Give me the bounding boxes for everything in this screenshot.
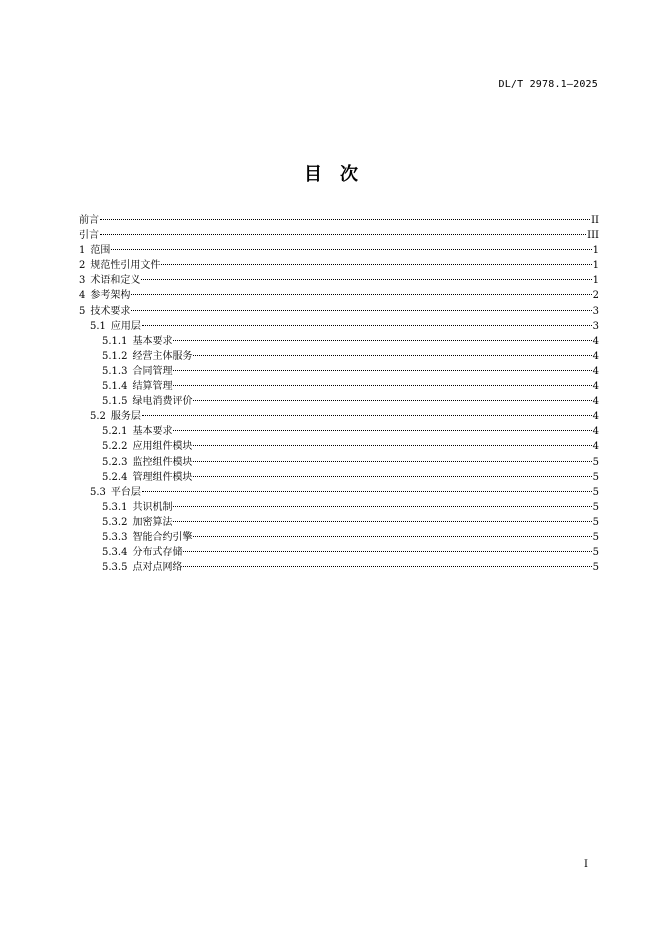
dot-leader [131,294,591,295]
toc-entry-title: 规范性引用文件 [90,260,161,272]
toc-entry-number: 1 [79,245,86,257]
toc-entry-number: 5.3.2 [102,516,128,528]
dot-leader [193,476,591,477]
toc-entry-title: 管理组件模块 [132,471,193,483]
toc-entry-number: 3 [79,275,86,287]
toc-entry[interactable] [79,409,599,424]
toc-entry-title: 经营主体服务 [132,350,193,362]
toc-entry[interactable] [79,213,599,228]
toc-entry[interactable] [79,228,599,243]
dot-leader [173,340,591,341]
toc-entry-number: 5.1.5 [102,396,128,408]
dot-leader [193,461,591,462]
toc-entry[interactable] [79,349,599,364]
toc-entry-number: 5.3.4 [102,547,128,559]
table-of-contents [79,213,599,575]
toc-entry-page: 5 [592,531,599,543]
toc-title: 目 次 [304,164,358,185]
dot-leader [173,385,591,386]
toc-entry-page: II [591,215,599,226]
toc-entry-number: 5.1.1 [102,335,128,347]
toc-entry[interactable] [79,470,599,485]
toc-entry-title: 术语和定义 [90,275,141,287]
toc-entry-page: 4 [592,350,599,362]
toc-entry-number: 5.3 [90,486,106,498]
toc-entry-number: 5.3.3 [102,531,128,543]
toc-entry-page: 5 [592,471,599,483]
dot-leader [193,536,591,537]
toc-entry[interactable] [79,500,599,515]
toc-entry-page: 1 [592,245,599,257]
toc-entry-title: 技术要求 [90,305,131,317]
dot-leader [142,325,592,326]
dot-leader [161,264,591,265]
toc-entry[interactable] [79,273,599,288]
dot-leader [131,310,591,311]
dot-leader [193,400,591,401]
dot-leader [173,430,591,431]
toc-entry-title: 监控组件模块 [132,456,193,468]
toc-entry[interactable] [79,455,599,470]
toc-entry-number: 5.3.1 [102,501,128,513]
dot-leader [142,415,592,416]
dot-leader [193,445,591,446]
dot-leader [142,491,592,492]
toc-entry[interactable] [79,485,599,500]
dot-leader [193,355,591,356]
toc-entry-number: 5.2.2 [102,441,128,453]
dot-leader [173,370,591,371]
toc-entry-title: 智能合约引擎 [132,531,193,543]
toc-entry-title: 参考架构 [90,290,131,302]
toc-entry-page: 5 [592,501,599,513]
toc-entry-page: 4 [592,411,599,423]
toc-entry-number: 5.1.3 [102,365,128,377]
toc-entry-page: 3 [592,320,599,332]
toc-entry[interactable] [79,304,599,319]
toc-entry-number: 5.1.4 [102,381,128,393]
toc-entry-page: 4 [592,365,599,377]
toc-entry-page: 1 [592,275,599,287]
toc-entry-title: 应用组件模块 [132,441,193,453]
toc-entry-title: 服务层 [110,411,141,423]
toc-entry-title: 合同管理 [132,365,173,377]
dot-leader [173,506,591,507]
toc-entry[interactable] [79,288,599,303]
toc-entry-title: 结算管理 [132,381,173,393]
toc-entry[interactable] [79,334,599,349]
page-number: I [584,859,588,870]
toc-entry-number: 5.3.5 [102,562,128,574]
toc-entry-title: 基本要求 [132,426,173,438]
toc-entry-number: 5.2.3 [102,456,128,468]
dot-leader [100,219,590,220]
toc-entry-title: 引言 [79,230,99,242]
dot-leader [141,279,591,280]
toc-entry[interactable] [79,258,599,273]
toc-entry-page: 5 [592,547,599,559]
toc-entry-title: 平台层 [110,486,141,498]
toc-entry[interactable] [79,319,599,334]
toc-entry[interactable] [79,379,599,394]
toc-entry-title: 点对点网络 [132,562,183,574]
toc-entry-number: 5 [79,305,86,317]
dot-leader [183,566,591,567]
toc-entry[interactable] [79,394,599,409]
toc-entry-page: 5 [592,516,599,528]
toc-entry[interactable] [79,364,599,379]
toc-entry-number: 4 [79,290,86,302]
toc-entry-page: 5 [592,562,599,574]
toc-entry[interactable] [79,243,599,258]
toc-entry-page: 5 [592,456,599,468]
toc-entry-page: 4 [592,396,599,408]
toc-entry-title: 共识机制 [132,501,173,513]
toc-entry-page: 5 [592,486,599,498]
toc-entry-page: 1 [592,260,599,272]
dot-leader [100,234,586,235]
toc-entry-page: 4 [592,335,599,347]
dot-leader [183,551,591,552]
toc-entry[interactable] [79,439,599,454]
toc-entry[interactable] [79,424,599,439]
toc-entry-number: 5.1.2 [102,350,128,362]
toc-entry-page: III [587,230,599,242]
toc-entry[interactable] [79,545,599,560]
dot-leader [173,521,591,522]
toc-entry-title: 基本要求 [132,335,173,347]
toc-entry-number: 5.2.1 [102,426,128,438]
toc-entry-number: 5.2 [90,411,106,423]
toc-entry[interactable] [79,515,599,530]
toc-entry-page: 4 [592,441,599,453]
standard-code: DL/T 2978.1—2025 [498,79,598,90]
toc-entry-title: 绿电消费评价 [132,396,193,408]
toc-entry-page: 4 [592,426,599,438]
toc-entry-title: 加密算法 [132,516,173,528]
toc-entry[interactable] [79,560,599,575]
dot-leader [111,249,591,250]
toc-entry-page: 4 [592,381,599,393]
toc-entry-page: 3 [592,305,599,317]
toc-entry-number: 5.2.4 [102,471,128,483]
toc-entry-page: 2 [592,290,599,302]
toc-entry-title: 应用层 [110,320,141,332]
toc-entry-title: 前言 [79,215,99,226]
toc-entry-number: 2 [79,260,86,272]
toc-entry-title: 范围 [90,245,111,257]
toc-entry-number: 5.1 [90,320,106,332]
toc-entry[interactable] [79,530,599,545]
toc-entry-title: 分布式存储 [132,547,183,559]
